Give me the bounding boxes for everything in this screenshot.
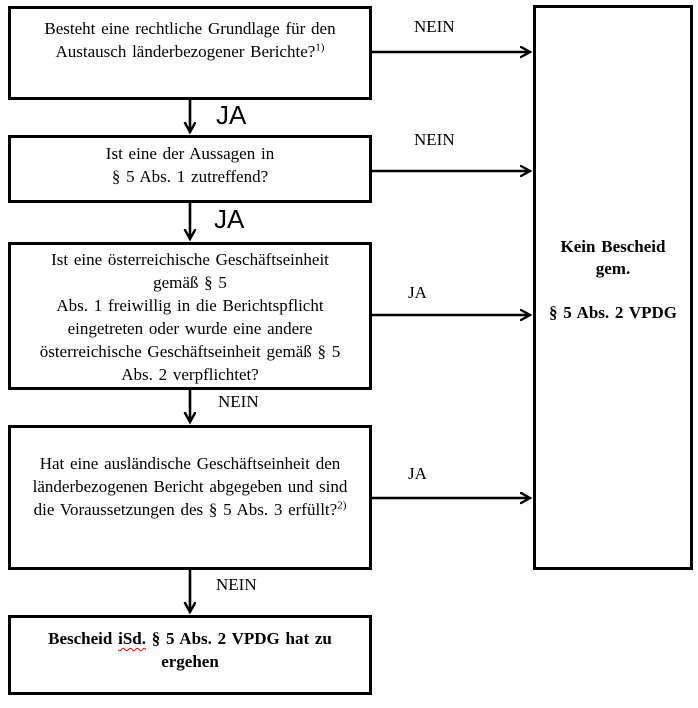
decision-box-auslaendische-einheit xyxy=(8,425,372,570)
decision-box-legal-basis xyxy=(8,6,372,100)
box-text: die Voraussetzungen des § 5 Abs. 3 erfüllt? xyxy=(33,500,338,519)
box-text-line: ergehen xyxy=(161,652,219,671)
box-text-line: Ist eine österreichische Geschäftseinheit xyxy=(51,250,329,269)
box-text-line: gemäß § 5 xyxy=(153,273,227,292)
box-text-line: Ist eine der Aussagen in xyxy=(105,144,275,163)
blank-line xyxy=(536,280,690,302)
arrow-label-ja-right-3: JA xyxy=(408,283,427,302)
footnote-marker-2: 2) xyxy=(337,499,347,512)
box-text: Austausch länderbezogener Berichte? xyxy=(55,42,316,61)
box-text-line: § 5 Abs. 2 VPDG xyxy=(548,303,677,322)
arrow-label-ja-right-4: JA xyxy=(408,464,427,483)
footnote-marker-1: 1) xyxy=(315,41,325,54)
box-text-line: Hat eine ausländische Geschäftseinheit den xyxy=(39,454,341,473)
arrow-label-ja-1: JA xyxy=(216,100,247,130)
misspelled-word: iSd. xyxy=(118,629,146,648)
arrow-label-nein-right-1: NEIN xyxy=(414,17,455,36)
box-text-line: österreichische Geschäftseinheit gemäß § 5 xyxy=(39,342,341,361)
box-text-line xyxy=(11,498,369,521)
decision-box-aussagen-abs1 xyxy=(8,135,372,203)
box-text-line: Abs. 2 verpflichtet? xyxy=(121,365,259,384)
decision-box-freiwillig-eingetreten xyxy=(8,242,372,390)
result-box-kein-bescheid xyxy=(533,5,693,570)
box-text-line: gem. xyxy=(595,259,631,278)
box-text-line: Abs. 1 freiwillig in die Berichtspflicht xyxy=(56,296,324,315)
box-text-line: eingetreten oder wurde eine andere xyxy=(67,319,313,338)
box-text-line xyxy=(11,40,369,63)
box-text-line: § 5 Abs. 1 zutreffend? xyxy=(111,167,269,186)
arrow-label-nein-right-2: NEIN xyxy=(414,130,455,149)
box-text: Bescheid xyxy=(48,629,119,648)
box-text-line: Besteht eine rechtliche Grundlage für den xyxy=(44,19,336,38)
arrow-label-ja-2: JA xyxy=(214,204,245,234)
box-text-line: Kein Bescheid xyxy=(560,237,666,256)
box-text: § 5 Abs. 2 VPDG hat zu xyxy=(145,629,332,648)
result-box-bescheid xyxy=(8,615,372,695)
arrow-label-nein-3: NEIN xyxy=(218,392,259,411)
box-text-line xyxy=(11,627,369,650)
box-text-line: länderbezogenen Bericht abgegeben und sind xyxy=(32,477,348,496)
arrow-label-nein-4: NEIN xyxy=(216,575,257,594)
